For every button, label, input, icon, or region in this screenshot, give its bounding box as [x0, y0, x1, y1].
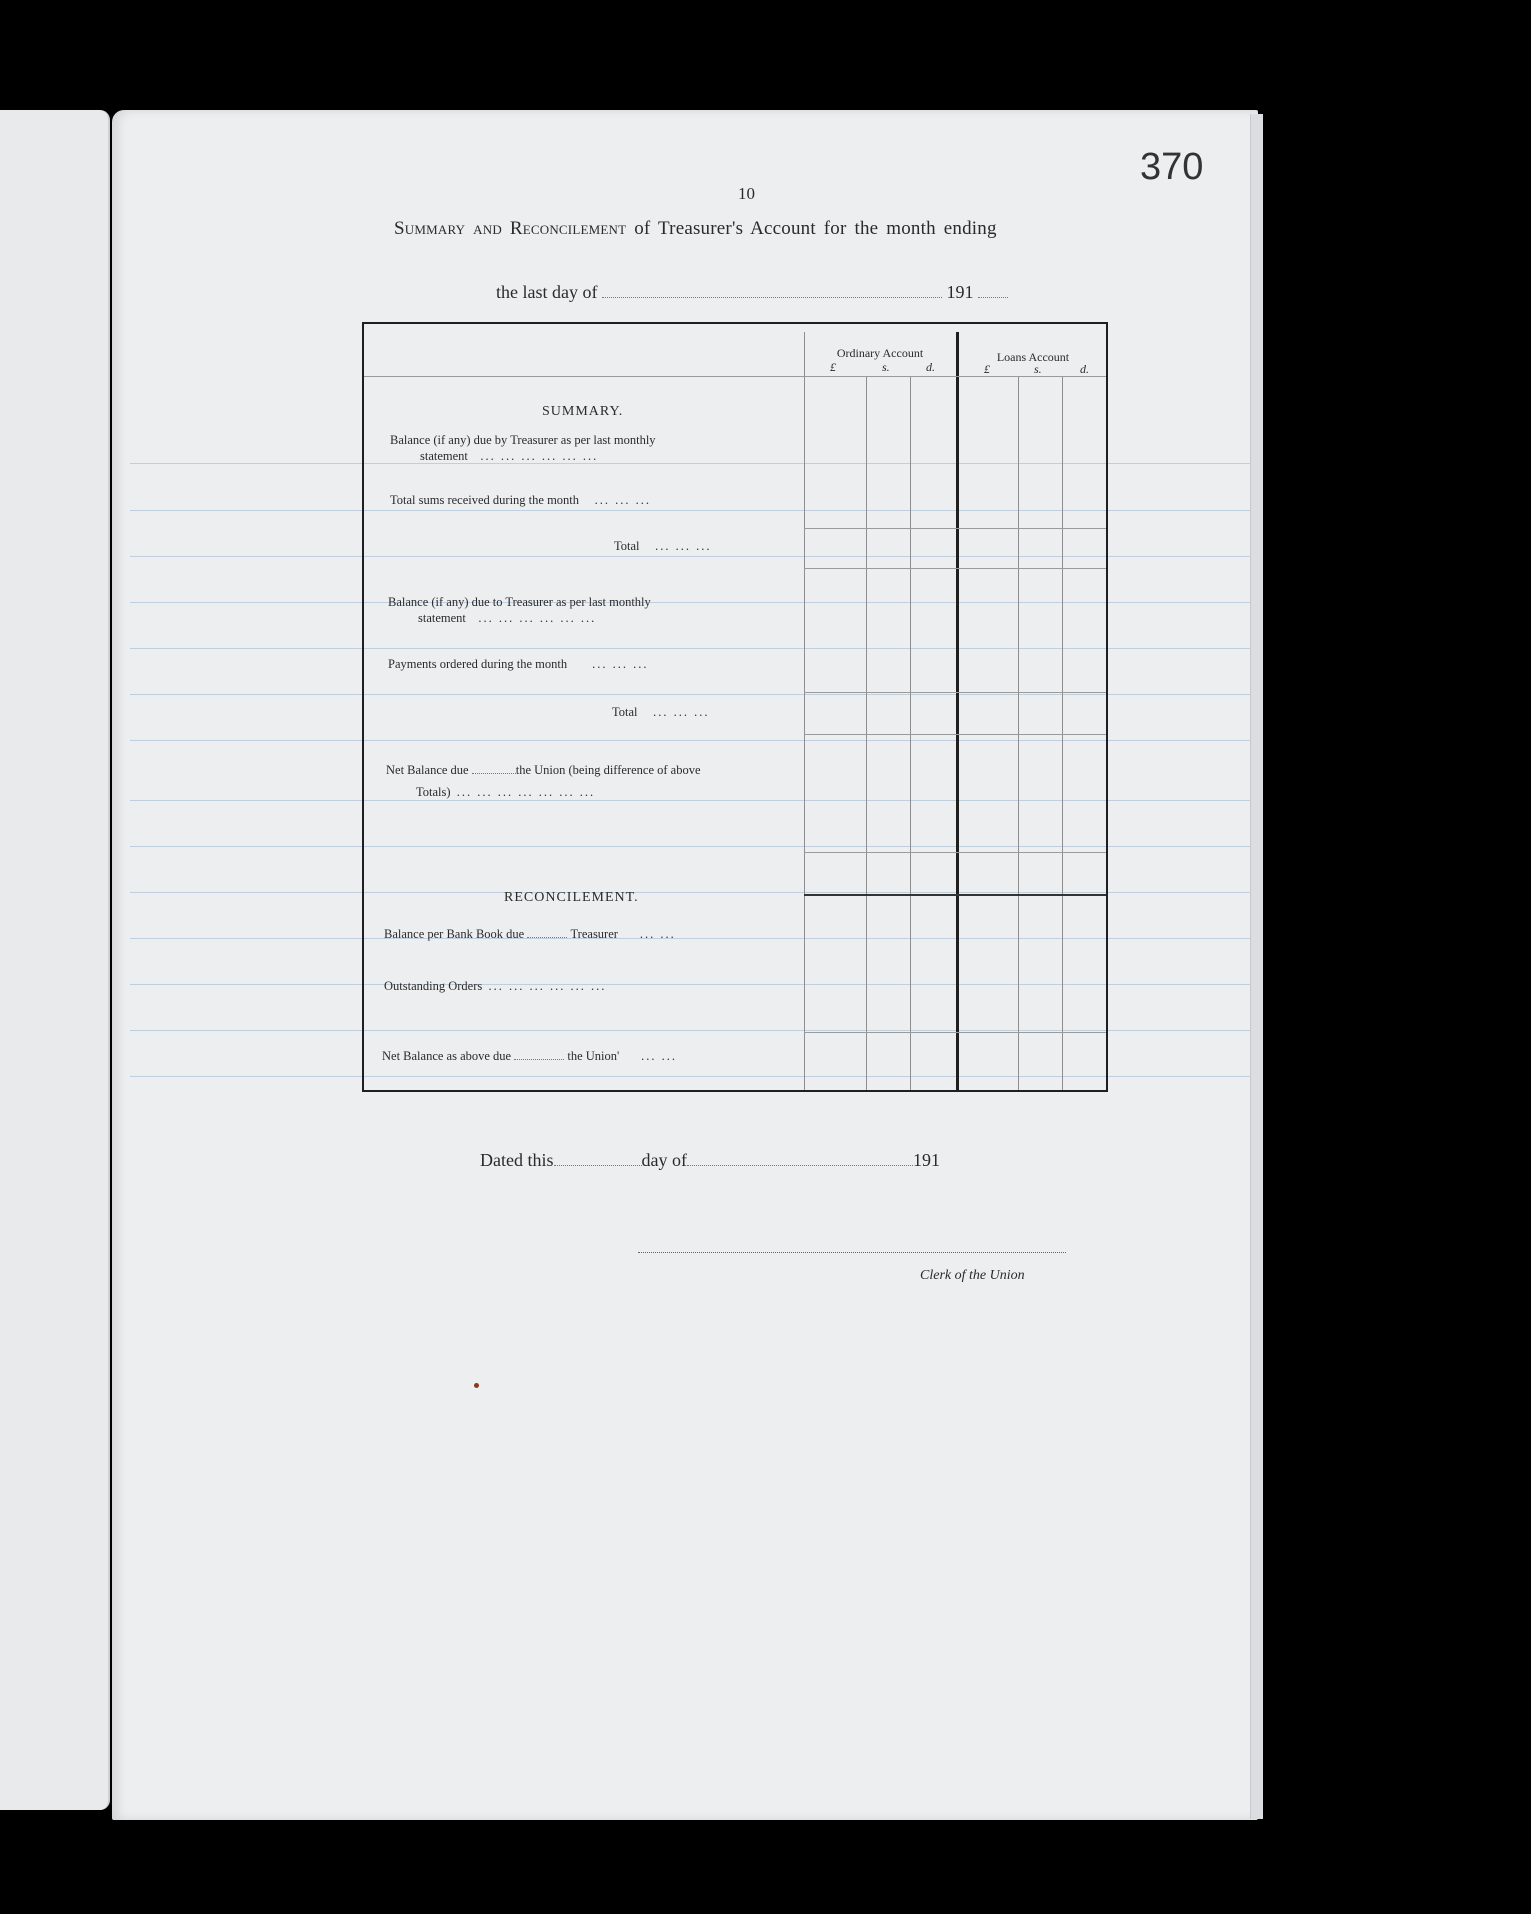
- row-net-balance: [386, 762, 701, 800]
- balance-due-by-line1: Balance (if any) due by Treasurer as per last monthly: [390, 433, 656, 447]
- net-balance-line2: Totals): [416, 785, 451, 799]
- month-blank[interactable]: [687, 1151, 913, 1166]
- loans-pounds-label: £: [984, 362, 990, 376]
- loans-pence-label: d.: [1080, 362, 1089, 376]
- dated-this-label: Dated this: [480, 1150, 554, 1170]
- row-total-sums-received: [390, 492, 651, 508]
- year-blank[interactable]: [978, 283, 1008, 298]
- due-to-from-blank[interactable]: [514, 1049, 564, 1060]
- balance-due-by-line2: statement: [420, 449, 468, 463]
- day-blank[interactable]: [554, 1151, 642, 1166]
- dated-year-prefix: 191: [912, 1150, 940, 1170]
- section-divider: [804, 894, 1106, 896]
- row-bank-book-balance: [384, 926, 676, 942]
- total-rule-bottom: [804, 734, 1106, 735]
- outstanding-orders-label: Outstanding Orders: [384, 979, 483, 993]
- loans-shillings-label: s.: [1034, 362, 1042, 376]
- page-edge: [1250, 114, 1263, 1819]
- bank-book-prefix: Balance per Bank Book due: [384, 927, 525, 941]
- month-blank[interactable]: [602, 283, 942, 298]
- leader-dots: ... ... ...: [655, 539, 712, 553]
- leader-dots: ... ... ...: [653, 705, 710, 719]
- ordinary-pounds-divider: [866, 376, 867, 1090]
- row-payments-ordered: [388, 656, 649, 672]
- net-balance-prefix: Net Balance due: [386, 763, 469, 777]
- total-label: Total: [612, 705, 638, 719]
- reconcilement-title: RECONCILEMENT.: [504, 890, 639, 905]
- loans-account-title: Loans Account: [996, 350, 1070, 364]
- facing-page: [0, 110, 110, 1810]
- folio-number: 370: [1140, 146, 1204, 188]
- form-heading: [394, 218, 997, 240]
- row-total-2: [612, 704, 710, 720]
- leader-dots: ... ... ...: [594, 493, 652, 507]
- leader-dots: ... ... ... ... ... ...: [488, 979, 607, 993]
- leader-dots: ... ...: [639, 927, 676, 941]
- month-ending-line: [496, 282, 1008, 303]
- row-outstanding-orders: [384, 978, 606, 994]
- heading-summary-reconcilement: Summary and Reconcilement: [394, 218, 627, 239]
- total-rule-top: [804, 528, 1106, 529]
- leader-dots: ... ... ... ... ... ...: [478, 611, 597, 625]
- year-prefix: 191: [946, 282, 974, 302]
- net-balance-rule: [804, 852, 1106, 853]
- ordinary-shillings-divider: [910, 376, 911, 1090]
- ordinary-account-heading: [804, 346, 956, 361]
- balance-due-to-line1: Balance (if any) due to Treasurer as per last monthly: [388, 595, 651, 609]
- ordinary-account-title: Ordinary Account: [836, 346, 924, 360]
- net-balance-suffix: the Union (being difference of above: [515, 763, 701, 777]
- payments-ordered-label: Payments ordered during the month: [388, 657, 568, 671]
- leader-dots: ... ... ...: [592, 657, 649, 671]
- total-label: Total: [614, 539, 640, 553]
- total-rule-top: [804, 692, 1106, 693]
- signature-line[interactable]: [638, 1250, 1066, 1253]
- dated-line: [480, 1150, 940, 1171]
- account-summary-table: [362, 322, 1108, 1092]
- ink-spot: [474, 1383, 479, 1388]
- due-to-from-blank[interactable]: [472, 763, 516, 774]
- ordinary-pence-label: d.: [926, 360, 935, 374]
- ordinary-pounds-label: £: [830, 360, 836, 374]
- accounts-divider: [956, 332, 959, 1090]
- total-received-label: Total sums received during the month: [390, 493, 580, 507]
- last-day-label: the last day of: [496, 282, 598, 302]
- leader-dots: ... ... ... ... ... ... ...: [456, 785, 596, 799]
- due-to-from-blank[interactable]: [527, 927, 567, 938]
- ordinary-shillings-label: s.: [882, 360, 890, 374]
- net-above-suffix: the Union': [567, 1049, 620, 1063]
- row-total-1: [614, 538, 712, 554]
- loans-pounds-divider: [1018, 376, 1019, 1090]
- row-balance-due-by-treasurer: [390, 432, 656, 464]
- balance-due-to-line2: statement: [418, 611, 466, 625]
- page-number: 10: [738, 184, 755, 203]
- heading-treasurer-account: of Treasurer's Account for the month ending: [634, 218, 997, 239]
- recon-rule: [804, 1032, 1106, 1033]
- header-rule: [364, 376, 1106, 377]
- row-balance-due-to-treasurer: [388, 594, 651, 626]
- leader-dots: ... ... ... ... ... ...: [480, 449, 599, 463]
- loans-shillings-divider: [1062, 376, 1063, 1090]
- leader-dots: ... ...: [641, 1049, 678, 1063]
- row-net-balance-above: [382, 1048, 677, 1064]
- summary-title: SUMMARY.: [542, 404, 624, 419]
- signature-caption: Clerk of the Union: [920, 1268, 1025, 1283]
- total-rule-bottom: [804, 568, 1106, 569]
- bank-book-suffix: Treasurer: [570, 927, 618, 941]
- label-column-divider: [804, 332, 805, 1090]
- net-above-prefix: Net Balance as above due: [382, 1049, 512, 1063]
- day-of-label: day of: [641, 1150, 687, 1170]
